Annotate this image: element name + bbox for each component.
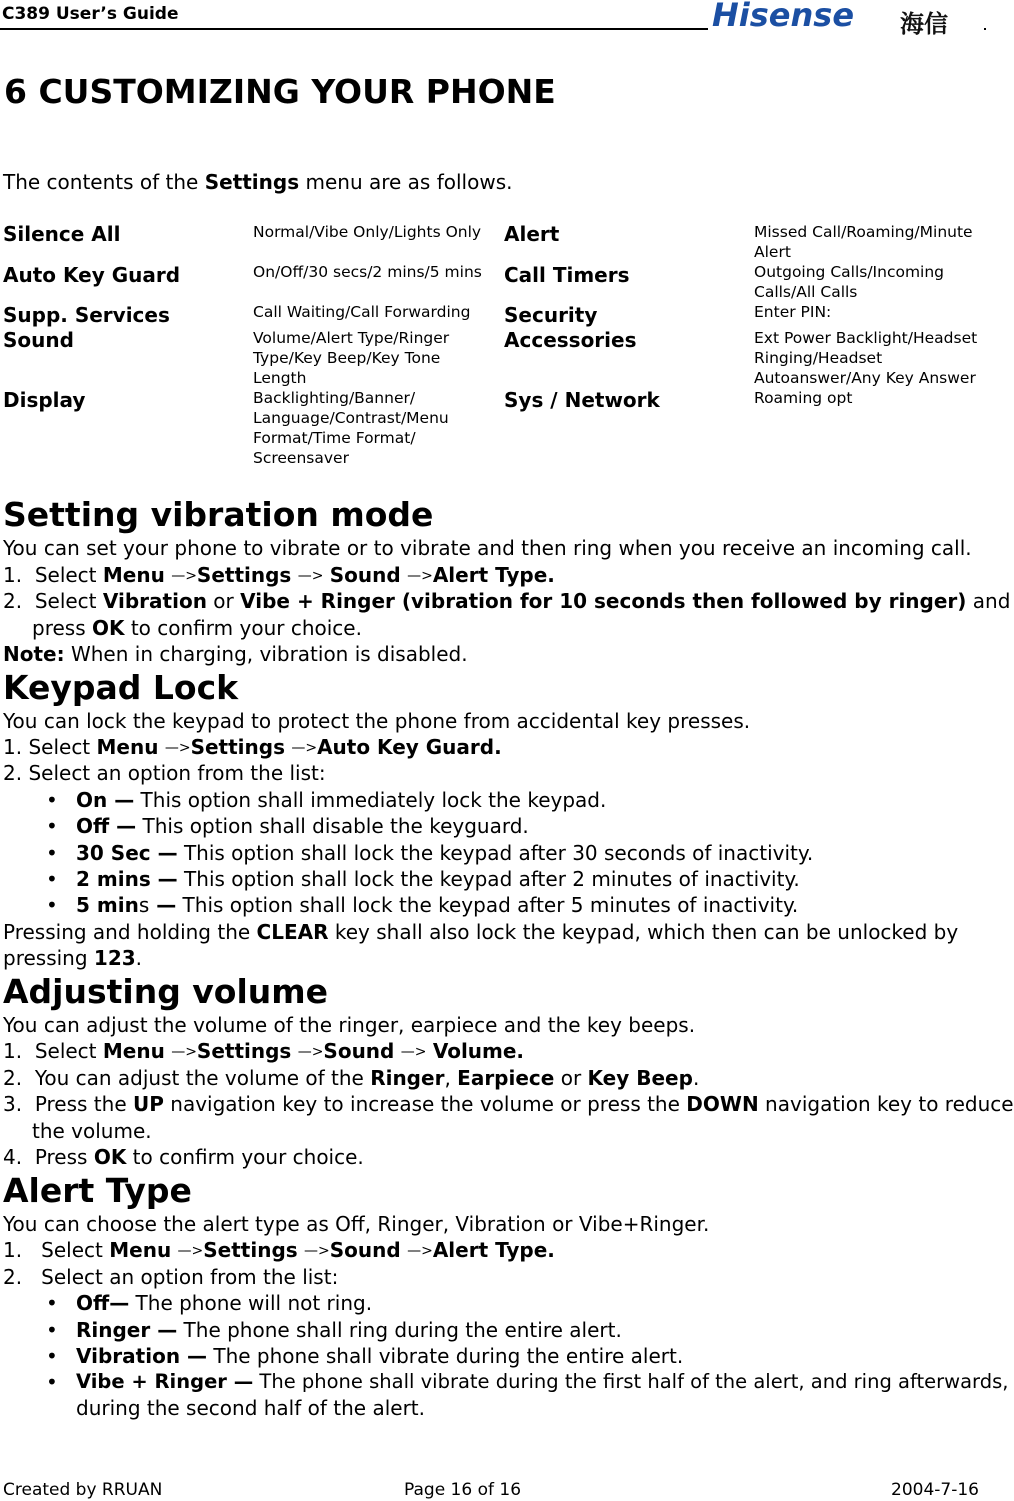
volume-step-3: 3. Press the UP navigation key to increase the volume or press the DOWN navigation key to reduce bbox=[3, 1092, 1014, 1116]
keypad-option-5mins: 5 mins — This option shall lock the keypad after 5 minutes of inactivity. bbox=[76, 893, 799, 917]
alert-intro: You can choose the alert type as Off, Ringer, Vibration or Vibe+Ringer. bbox=[3, 1212, 710, 1236]
bullet: • bbox=[46, 841, 58, 865]
setting-value: Missed Call/Roaming/Minute Alert bbox=[754, 223, 973, 261]
logo-wordmark: Hisense bbox=[712, 0, 855, 34]
logo-chinese-characters: 海信 bbox=[900, 10, 948, 38]
volume-step-3-cont: the volume. bbox=[32, 1119, 152, 1143]
bullet: • bbox=[46, 788, 58, 812]
settings-intro: The contents of the Settings menu are as follows. bbox=[3, 170, 513, 194]
keypad-option-on: On — This option shall immediately lock the keypad. bbox=[76, 788, 607, 812]
setting-label: Sound bbox=[3, 328, 74, 352]
setting-label: Supp. Services bbox=[3, 303, 170, 327]
hisense-logo bbox=[708, 0, 984, 38]
vibration-intro: You can set your phone to vibrate or to vibrate and then ring when you receive an incoming call. bbox=[3, 536, 972, 560]
keypad-clear-note-cont: pressing 123. bbox=[3, 946, 143, 970]
volume-step-2: 2. You can adjust the volume of the Ringer, Earpiece or Key Beep. bbox=[3, 1066, 700, 1090]
keypad-intro: You can lock the keypad to protect the phone from accidental key presses. bbox=[3, 709, 751, 733]
document-title: C389 User’s Guide bbox=[2, 4, 179, 24]
alert-step-1: 1. Select Menu —>Settings —>Sound —>Alert Type. bbox=[3, 1238, 555, 1262]
section-title-volume: Adjusting volume bbox=[3, 972, 329, 1011]
vibration-note: Note: When in charging, vibration is disabled. bbox=[3, 642, 468, 666]
keypad-step-1: 1. Select Menu —>Settings —>Auto Key Guard. bbox=[3, 735, 502, 759]
setting-value: Volume/Alert Type/Ringer Type/Key Beep/Key Tone Length bbox=[253, 329, 450, 387]
bullet: • bbox=[46, 893, 58, 917]
footer-page-number: Page 16 of 16 bbox=[404, 1480, 522, 1500]
setting-label: Display bbox=[3, 388, 86, 412]
setting-value: On/Off/30 secs/2 mins/5 mins bbox=[253, 263, 482, 281]
alert-option-off: Off— The phone will not ring. bbox=[76, 1291, 373, 1315]
setting-value: Ext Power Backlight/Headset Ringing/Headset Autoanswer/Any Key Answer bbox=[754, 329, 978, 387]
setting-label: Call Timers bbox=[504, 263, 630, 287]
bullet: • bbox=[46, 1318, 58, 1342]
alert-option-vibration: Vibration — The phone shall vibrate during the entire alert. bbox=[76, 1344, 684, 1368]
bullet: • bbox=[46, 814, 58, 838]
vibration-step-1: 1. Select Menu —>Settings —> Sound —>Alert Type. bbox=[3, 563, 555, 587]
keypad-option-30sec: 30 Sec — This option shall lock the keypad after 30 seconds of inactivity. bbox=[76, 841, 814, 865]
setting-value: Normal/Vibe Only/Lights Only bbox=[253, 223, 482, 241]
setting-value: Call Waiting/Call Forwarding bbox=[253, 303, 471, 321]
setting-value: Roaming opt bbox=[754, 389, 853, 407]
setting-label: Security bbox=[504, 303, 598, 327]
volume-intro: You can adjust the volume of the ringer, earpiece and the key beeps. bbox=[3, 1013, 696, 1037]
keypad-clear-note: Pressing and holding the CLEAR key shall also lock the keypad, which then can be unlocked by bbox=[3, 920, 959, 944]
section-title-keypad: Keypad Lock bbox=[3, 668, 239, 707]
setting-value: Enter PIN: bbox=[754, 303, 832, 321]
section-title-alert: Alert Type bbox=[3, 1171, 192, 1210]
chapter-title: 6 CUSTOMIZING YOUR PHONE bbox=[4, 72, 556, 111]
keypad-option-off: Off — This option shall disable the keyguard. bbox=[76, 814, 529, 838]
alert-step-2: 2. Select an option from the list: bbox=[3, 1265, 339, 1289]
alert-option-vibe-ringer-cont: during the second half of the alert. bbox=[76, 1396, 425, 1420]
setting-label: Auto Key Guard bbox=[3, 263, 181, 287]
bullet: • bbox=[46, 1291, 58, 1315]
setting-value: Backlighting/Banner/ Language/Contrast/Menu Format/Time Format/ Screensaver bbox=[253, 389, 449, 467]
vibration-step-2: 2. Select Vibration or Vibe + Ringer (vibration for 10 seconds then followed by ringer) and bbox=[3, 589, 1011, 613]
footer-date: 2004-7-16 bbox=[891, 1480, 979, 1500]
setting-label: Silence All bbox=[3, 222, 121, 246]
setting-label: Sys / Network bbox=[504, 388, 660, 412]
setting-label: Accessories bbox=[504, 328, 637, 352]
alert-option-ringer: Ringer — The phone shall ring during the entire alert. bbox=[76, 1318, 622, 1342]
keypad-option-2mins: 2 mins — This option shall lock the keypad after 2 minutes of inactivity. bbox=[76, 867, 800, 891]
footer-created-by: Created by RRUAN bbox=[3, 1480, 163, 1500]
bullet: • bbox=[46, 1344, 58, 1368]
vibration-step-2-cont: press OK to confirm your choice. bbox=[32, 616, 362, 640]
setting-label: Alert bbox=[504, 222, 560, 246]
section-title-vibration: Setting vibration mode bbox=[3, 495, 434, 534]
volume-step-1: 1. Select Menu —>Settings —>Sound —> Volume. bbox=[3, 1039, 525, 1063]
bullet: • bbox=[46, 867, 58, 891]
setting-value: Outgoing Calls/Incoming Calls/All Calls bbox=[754, 263, 945, 301]
volume-step-4: 4. Press OK to confirm your choice. bbox=[3, 1145, 364, 1169]
keypad-step-2: 2. Select an option from the list: bbox=[3, 761, 326, 785]
bullet: • bbox=[46, 1370, 58, 1394]
alert-option-vibe-ringer: Vibe + Ringer — The phone shall vibrate during the first half of the alert, and ring afterwards, bbox=[76, 1370, 1009, 1393]
